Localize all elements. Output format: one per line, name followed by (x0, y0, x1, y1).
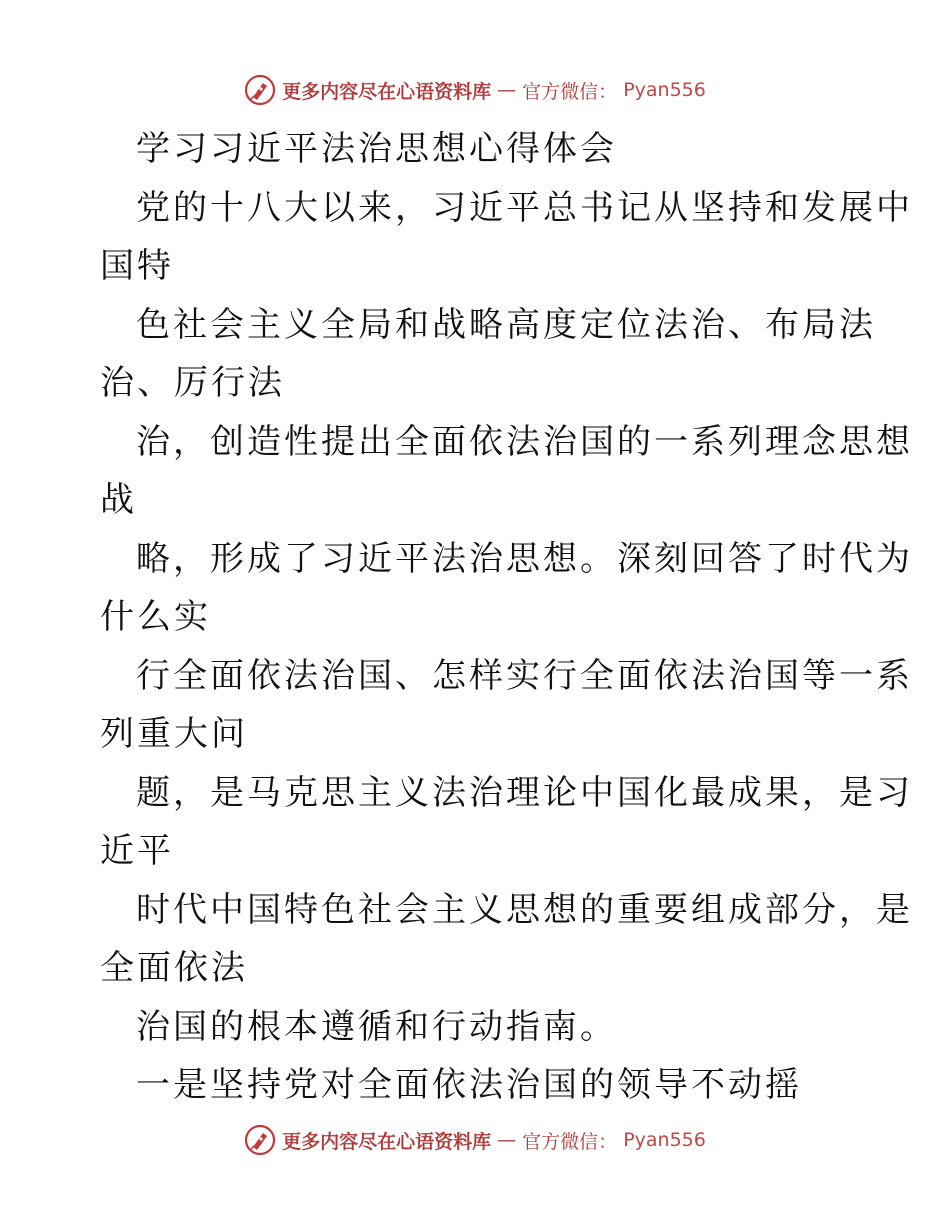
paragraph-line: 时代中国特色社会主义思想的重要组成部分，是 (136, 889, 913, 930)
pen-nib-logo-icon (244, 74, 276, 106)
document-body (100, 120, 913, 1115)
banner-separator: — (497, 1129, 517, 1151)
banner-separator: — (497, 79, 517, 101)
paragraph-line: 治，创造性提出全面依法治国的一系列理念思想 (136, 421, 913, 462)
banner-site-name: 更多内容尽在心语资料库 (282, 1130, 492, 1153)
banner-wechat-label: 官方微信： (522, 80, 618, 103)
document-title: 学习习近平法治思想心得体会 (136, 129, 617, 169)
pen-nib-logo-icon (244, 1124, 276, 1156)
banner-wechat-label: 官方微信： (522, 1130, 618, 1153)
banner-site-name: 更多内容尽在心语资料库 (282, 80, 492, 103)
paragraph-line: 题，是马克思主义法治理论中国化最成果，是习 (136, 772, 913, 813)
paragraph-line: 列重大问 (100, 714, 248, 754)
paragraph-line: 国特 (100, 246, 174, 286)
paragraph-line: 战 (100, 480, 137, 520)
banner-wechat-id: Pyan556 (623, 79, 706, 101)
paragraph-line: 党的十八大以来，习近平总书记从坚持和发展中 (136, 187, 913, 228)
banner-wechat-id: Pyan556 (623, 1129, 706, 1151)
paragraph-line: 略，形成了习近平法治思想。深刻回答了时代为 (136, 538, 913, 579)
section-heading-line: 一是坚持党对全面依法治国的领导不动摇 (136, 1065, 802, 1105)
paragraph-line: 色社会主义全局和战略高度定位法治、布局法 (136, 304, 876, 345)
footer-banner (0, 1120, 950, 1160)
paragraph-line: 什么实 (100, 597, 211, 637)
paragraph-line: 近平 (100, 831, 174, 871)
paragraph-line: 治、厉行法 (100, 363, 285, 403)
paragraph-line: 全面依法 (100, 948, 248, 988)
paragraph-line: 治国的根本遵循和行动指南。 (136, 1006, 617, 1047)
header-banner (0, 70, 950, 110)
paragraph-line: 行全面依法治国、怎样实行全面依法治国等一系 (136, 655, 913, 696)
